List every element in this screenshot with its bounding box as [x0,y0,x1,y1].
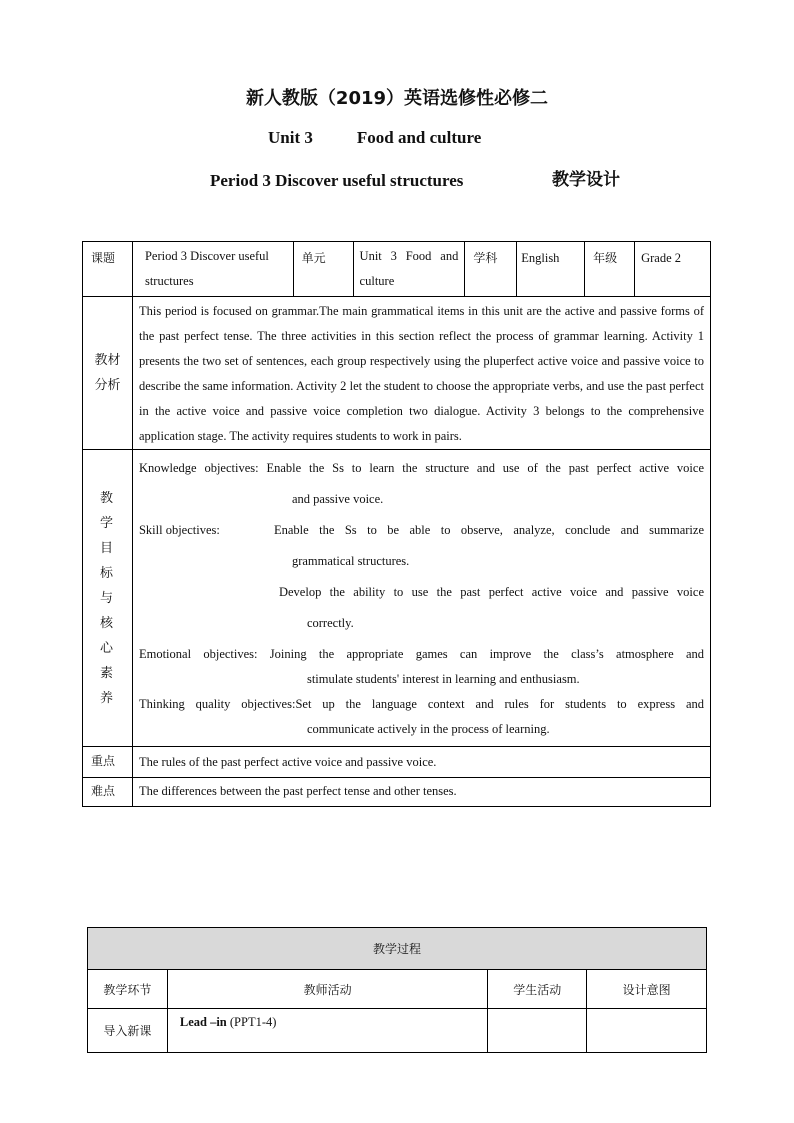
objectives-label: 教学目标与核心素养 [83,450,133,747]
key-points-text: The rules of the past perfect active voice and passive voice. [132,747,710,778]
row1-teacher [167,1009,488,1053]
emotional-objective: Emotional objectives: Joining the appropriate games can improve the class’s atmosphere and [138,647,704,661]
unit-topic: Food and culture [356,128,482,147]
col-teacher: 教师活动 [167,970,488,1009]
col-design: 设计意图 [587,970,707,1009]
lead-in-title: Lead –in [179,1015,227,1029]
difficult-points-text: The differences between the past perfect tense and other tenses. [132,778,710,807]
knowledge-objective: Knowledge objectives: Enable the Ss to learn the structure and use of the past perfect active voice [138,461,704,475]
skill-objective [139,518,704,543]
skill-line3: Develop the ability to use the past perfect active voice and passive voice [278,585,704,599]
unit-label: 单元 [293,242,353,297]
subject-label: 学科 [465,242,517,297]
emotional-objective-cont: stimulate students' interest in learning and enthusiasm. [306,672,580,686]
subject-value: English [517,242,585,297]
objectives-cell [132,450,710,747]
lesson-info-table [82,241,711,807]
col-stage: 教学环节 [88,970,168,1009]
thinking-objective: Thinking quality objectives:Set up the language context and rules for students to express and [138,697,704,711]
design-label: 教学设计 [552,170,620,190]
teaching-process-table [87,927,707,1053]
grade-value: Grade 2 [635,242,711,297]
topic-value: Period 3 Discover useful structures [132,242,293,297]
skill-line1: Enable the Ss to be able to observe, analyze, conclude and summarize [273,523,704,537]
skill-line4: correctly. [306,616,354,630]
unit-value: Unit 3 Food and culture [353,242,465,297]
col-student: 学生活动 [488,970,587,1009]
analysis-label: 教材分析 [83,297,133,450]
process-title: 教学过程 [88,928,707,970]
row1-design [587,1009,707,1053]
grade-label: 年级 [585,242,635,297]
difficult-points-label: 难点 [83,778,133,807]
row1-student [488,1009,587,1053]
row1-stage: 导入新课 [88,1009,168,1053]
knowledge-objective-cont: and passive voice. [291,492,384,506]
thinking-objective-cont: communicate actively in the process of learning. [306,722,550,736]
document-title: 新人教版（2019）英语选修性必修二 [245,88,549,109]
period-title: Period 3 Discover useful structures [210,171,464,190]
skill-prefix: Skill objectives: [138,523,220,537]
key-points-label: 重点 [83,747,133,778]
topic-label: 课题 [83,242,133,297]
analysis-text: This period is focused on grammar.The main grammatical items in this unit are the active and passive forms of the past perfect tense. The three activities in this section reflect the process of grammar learning. Activity 1 presents the two set of sentences, each group respectively using the pluperfect active voice and passive voice to describe the same information. Activity 2 let the student to choose the appropriate verbs, and use the past perfect in the active voice and passive voice completion two dialogue. Activity 3 belongs to the comprehensive application stage. The activity requires students to work in pairs. [132,297,710,450]
skill-line2: grammatical structures. [291,554,410,568]
unit-title [268,128,481,148]
unit-number: Unit 3 [268,128,313,147]
lead-in-ppt: (PPT1-4) [226,1015,277,1029]
